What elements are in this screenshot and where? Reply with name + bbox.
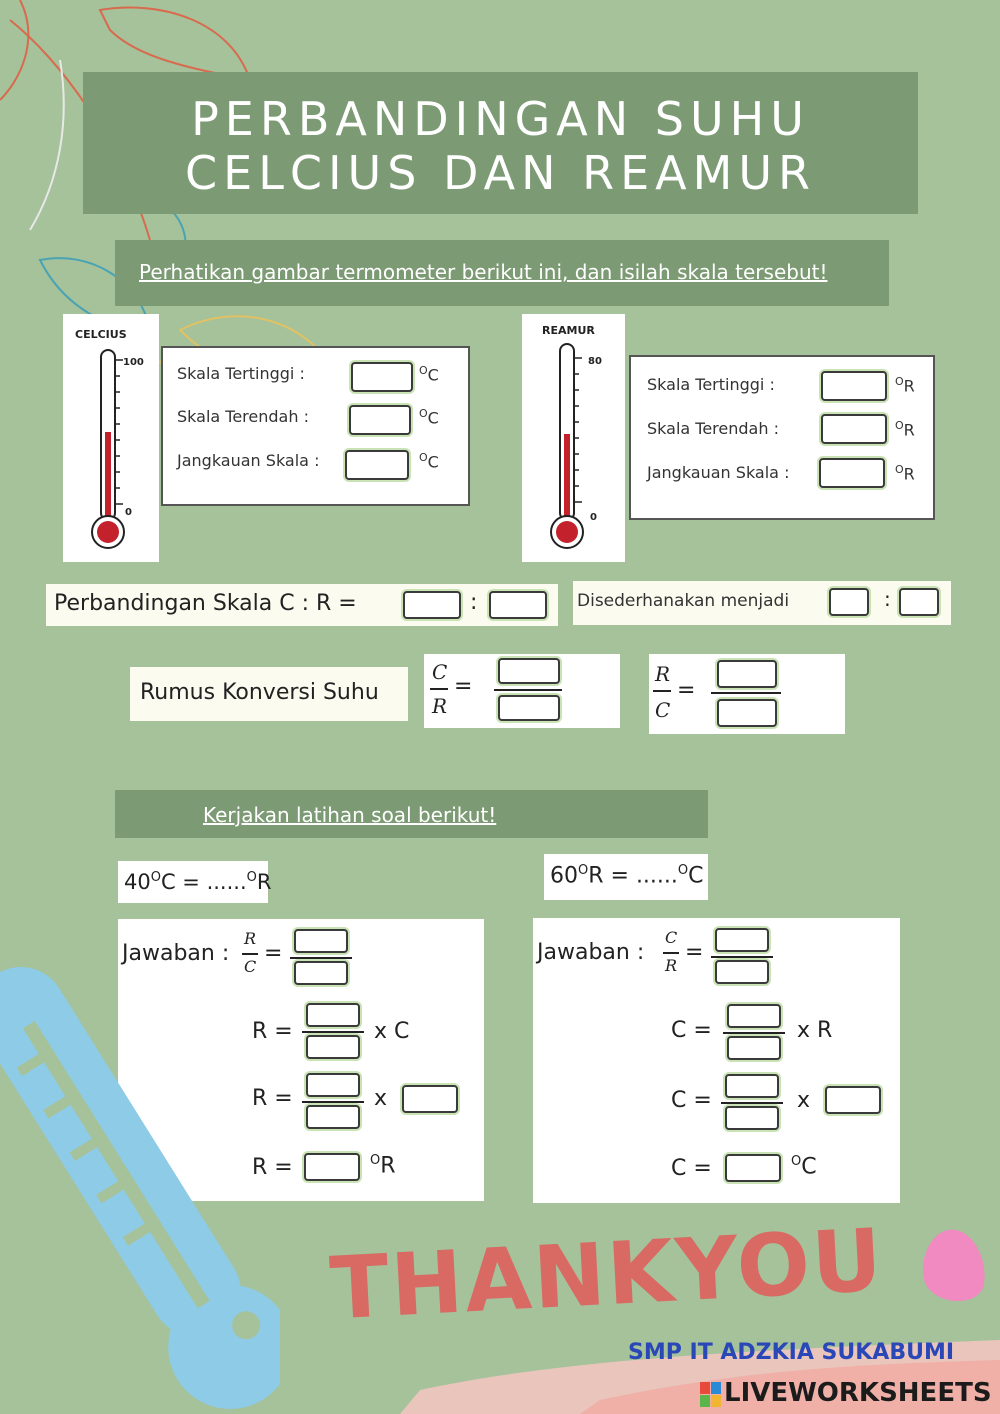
reamur-range-input[interactable] [819, 458, 885, 488]
q1-line1-label: R = [252, 1019, 293, 1044]
celcius-lowest-input[interactable] [349, 405, 411, 435]
q1-result-input[interactable] [304, 1153, 360, 1181]
q2-line2-den-input[interactable] [725, 1106, 779, 1130]
q2-line1-num-input[interactable] [727, 1004, 781, 1028]
q1-prompt [118, 861, 272, 903]
formula2-num: R [655, 662, 671, 686]
celcius-scale-panel [161, 346, 470, 506]
q1-line1-end: x C [374, 1019, 410, 1044]
q1-frac-num: R [244, 929, 257, 948]
q1-line2-end: x [374, 1086, 388, 1111]
q1-line3-label: R = [252, 1155, 293, 1180]
celcius-range-input[interactable] [345, 450, 409, 480]
formula2-eq: = [677, 678, 696, 703]
q1-frac-line-small [242, 953, 258, 955]
title-box [83, 72, 918, 214]
q2-frac-den: R [665, 956, 678, 975]
q2-line1-end: x R [797, 1018, 833, 1043]
exercise-instruction: Kerjakan latihan soal berikut! [203, 803, 497, 827]
school-name: SMP IT ADZKIA SUKABUMI [628, 1340, 955, 1365]
celcius-unit: $^O$C [419, 364, 439, 385]
reamur-lowest-input[interactable] [821, 414, 887, 444]
celcius-bottom-tick: 0 [125, 507, 132, 518]
q1-line1-den-input[interactable] [306, 1035, 360, 1059]
simplified-panel [573, 581, 951, 625]
celcius-lowest-label: Skala Terendah : [177, 407, 309, 426]
reamur-highest-input[interactable] [821, 371, 887, 401]
q1-line1-frac-line [302, 1031, 364, 1033]
q2-frac-line [711, 956, 773, 958]
liveworksheets-brand: LIVEWORKSHEETS [724, 1378, 992, 1408]
q1-frac-den: C [244, 957, 257, 976]
q1-eq: = [264, 941, 283, 966]
reamur-top-tick: 80 [588, 356, 602, 367]
q1-line2-frac-line [302, 1101, 364, 1103]
q1-line2-multiplier-input[interactable] [402, 1085, 458, 1113]
reamur-name: REAMUR [542, 324, 595, 337]
formula1-short-line [430, 688, 448, 690]
formula-c-over-r [424, 654, 620, 728]
simplified-r-input[interactable] [899, 588, 939, 616]
formula1-num-input[interactable] [498, 658, 560, 684]
celcius-name: CELCIUS [75, 328, 127, 341]
q2-prompt-text: $60^OR = ......^OC$ [550, 863, 704, 889]
q2-line1-den-input[interactable] [727, 1036, 781, 1060]
q2-frac-line-small [663, 952, 679, 954]
formula-label: Rumus Konversi Suhu [140, 680, 379, 705]
formula1-eq: = [454, 674, 473, 699]
celcius-highest-input[interactable] [351, 362, 413, 392]
reamur-unit: $^O$R [895, 463, 915, 484]
celcius-unit: $^O$C [419, 407, 439, 428]
q2-line2-end: x [797, 1088, 811, 1113]
celcius-thermometer-panel [63, 314, 159, 562]
q2-line3-unit: $^O$C [791, 1154, 817, 1180]
q2-eq: = [685, 940, 704, 965]
q1-frac-den-input[interactable] [294, 961, 348, 985]
celcius-highest-label: Skala Tertinggi : [177, 364, 305, 383]
reamur-bottom-tick: 0 [590, 512, 597, 523]
q2-answer-panel [533, 918, 900, 1203]
reamur-scale-panel [629, 355, 935, 520]
formula2-short-line [653, 690, 671, 692]
instruction-banner [115, 240, 889, 306]
q1-line2-label: R = [252, 1086, 293, 1111]
reamur-highest-label: Skala Tertinggi : [647, 375, 775, 394]
simplified-colon: : [884, 587, 891, 611]
formula2-num-input[interactable] [717, 660, 777, 688]
q2-line2-num-input[interactable] [725, 1074, 779, 1098]
ratio-panel [46, 584, 558, 626]
reamur-lowest-label: Skala Terendah : [647, 419, 779, 438]
ratio-c-input[interactable] [403, 591, 461, 619]
formula1-num: C [432, 660, 448, 684]
q1-line2-den-input[interactable] [306, 1105, 360, 1129]
formula-r-over-c [649, 654, 845, 734]
q2-line2-multiplier-input[interactable] [825, 1086, 881, 1114]
q2-prompt [544, 854, 708, 900]
q2-line2-frac-line [721, 1102, 783, 1104]
q2-line3-label: C = [671, 1156, 712, 1181]
formula2-den: C [655, 698, 671, 722]
q2-frac-num-input[interactable] [715, 928, 769, 952]
q2-frac-den-input[interactable] [715, 960, 769, 984]
ratio-r-input[interactable] [489, 591, 547, 619]
q1-answer-label: Jawaban : [122, 941, 230, 966]
q2-result-input[interactable] [725, 1154, 781, 1182]
formula1-den-input[interactable] [498, 695, 560, 721]
q1-line3-unit: $^O$R [370, 1153, 396, 1179]
ratio-colon: : [470, 590, 478, 615]
q2-line1-label: C = [671, 1018, 712, 1043]
q2-line2-label: C = [671, 1088, 712, 1113]
reamur-unit: $^O$R [895, 419, 915, 440]
q1-line1-num-input[interactable] [306, 1003, 360, 1027]
q1-frac-num-input[interactable] [294, 929, 348, 953]
reamur-range-label: Jangkauan Skala : [647, 463, 790, 482]
exercise-banner [115, 790, 708, 838]
q1-frac-line [290, 957, 352, 959]
celcius-unit: $^O$C [419, 451, 439, 472]
simplified-c-input[interactable] [829, 588, 869, 616]
celcius-range-label: Jangkauan Skala : [177, 451, 320, 470]
q2-line1-frac-line [723, 1032, 785, 1034]
formula1-line [494, 689, 562, 691]
q2-frac-num: C [665, 928, 678, 947]
formula2-line [711, 692, 781, 694]
q1-line2-num-input[interactable] [306, 1073, 360, 1097]
pink-blob-decoration [918, 1226, 990, 1308]
ratio-label: Perbandingan Skala C : R = [54, 591, 357, 616]
thermometer-decoration [0, 960, 280, 1414]
celcius-thermometer-icon [83, 348, 143, 553]
celcius-top-tick: 100 [123, 357, 144, 368]
simplified-label: Disederhanakan menjadi [577, 591, 790, 611]
formula-label-panel [130, 667, 408, 721]
reamur-thermometer-panel [522, 314, 625, 562]
q1-prompt-text: $40^OC = ......^OR$ [124, 870, 272, 894]
reamur-unit: $^O$R [895, 375, 915, 396]
title-line-2: CELCIUS DAN REAMUR [185, 146, 816, 200]
q2-answer-label: Jawaban : [537, 940, 645, 965]
formula2-den-input[interactable] [717, 699, 777, 727]
instruction-text: Perhatikan gambar termometer berikut ini, dan isilah skala tersebut! [139, 260, 828, 284]
title-line-1: PERBANDINGAN SUHU [191, 92, 810, 146]
thankyou-text: THANKYOU [327, 1210, 887, 1340]
liveworksheets-logo-icon [700, 1382, 722, 1408]
formula1-den: R [432, 694, 448, 718]
